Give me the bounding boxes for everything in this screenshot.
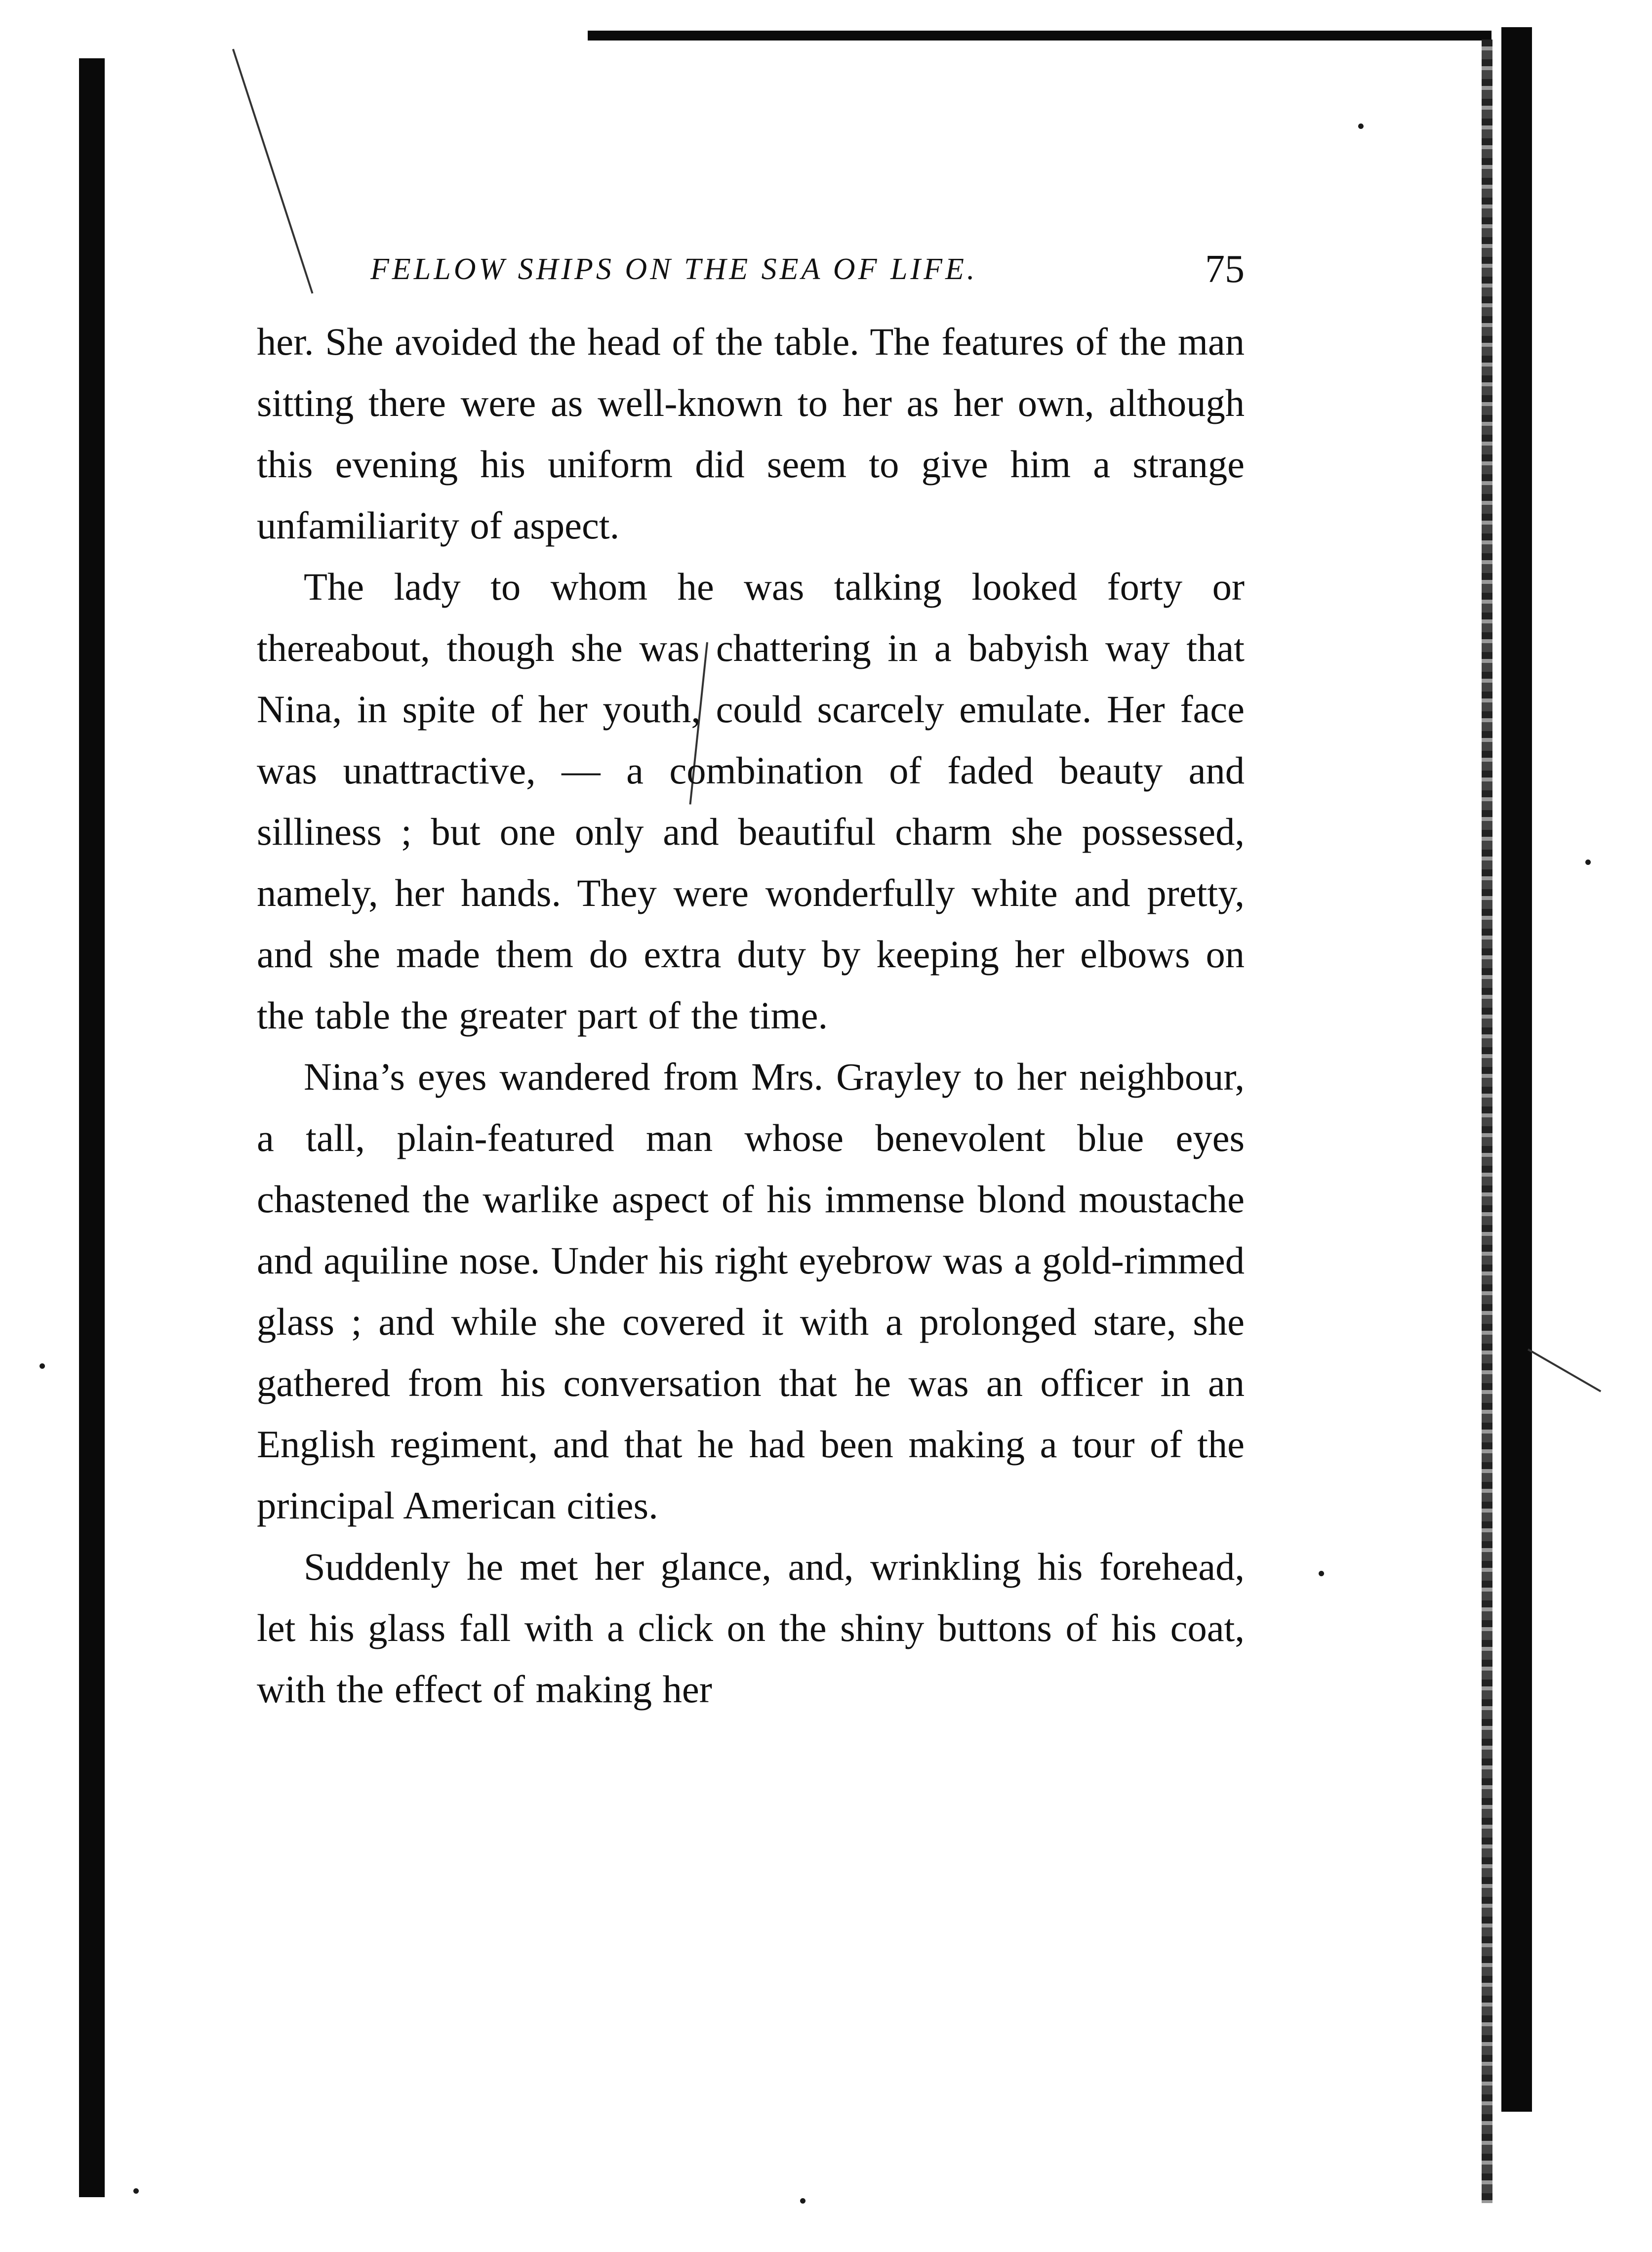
paragraph-2: The lady to whom he was talking looked forty or thereabout, though she was chattering in a babyish way that Nina, in spite of her youth, could scarcely emulate. Her face was unattractive, — a combination of faded beauty and silliness ; but one only and beautiful charm she possessed, namely, her hands. They were wonderfully white and pretty, and she made them do extra duty by keeping her elbows on the table the greater part of the time. <box>257 565 1245 1037</box>
page-content <box>257 232 1245 1720</box>
scan-border-top <box>588 31 1491 41</box>
scan-border-right-inner <box>1482 40 1492 2203</box>
scan-stroke-right <box>1528 1349 1601 1392</box>
speck <box>1358 123 1364 129</box>
body-text <box>257 311 1245 1720</box>
running-title: FELLOW SHIPS ON THE SEA OF LIFE. <box>370 252 978 286</box>
speck <box>133 2188 139 2194</box>
speck <box>40 1363 45 1369</box>
paragraph-4: Suddenly he met her glance, and, wrinkling his forehead, let his glass fall with a click on the shiny buttons of his coat, with the effect of making her <box>257 1545 1245 1711</box>
speck <box>1585 860 1591 865</box>
paragraph-3: Nina’s eyes wandered from Mrs. Grayley to her neighbour, a tall, plain-featured man whose benevolent blue eyes chastened the warlike aspect of his immense blond moustache and aquiline nose. Under his right eyebrow was a gold-rimmed glass ; and while she covered it with a prolonged stare, she gathered from his conversation that he was an officer in an English regiment, and that he had been making a tour of the principal American cities. <box>257 1055 1245 1527</box>
scan-border-left <box>79 58 105 2197</box>
page-number: 75 <box>1205 247 1245 291</box>
scan-border-right <box>1501 27 1532 2112</box>
speck <box>800 2198 806 2204</box>
running-head <box>257 232 1245 311</box>
speck <box>1319 1571 1324 1576</box>
paragraph-1: her. She avoided the head of the table. The features of the man sitting there were as well-known to her as her own, although this evening his uniform did seem to give him a strange unfamiliarity of aspect. <box>257 320 1245 547</box>
